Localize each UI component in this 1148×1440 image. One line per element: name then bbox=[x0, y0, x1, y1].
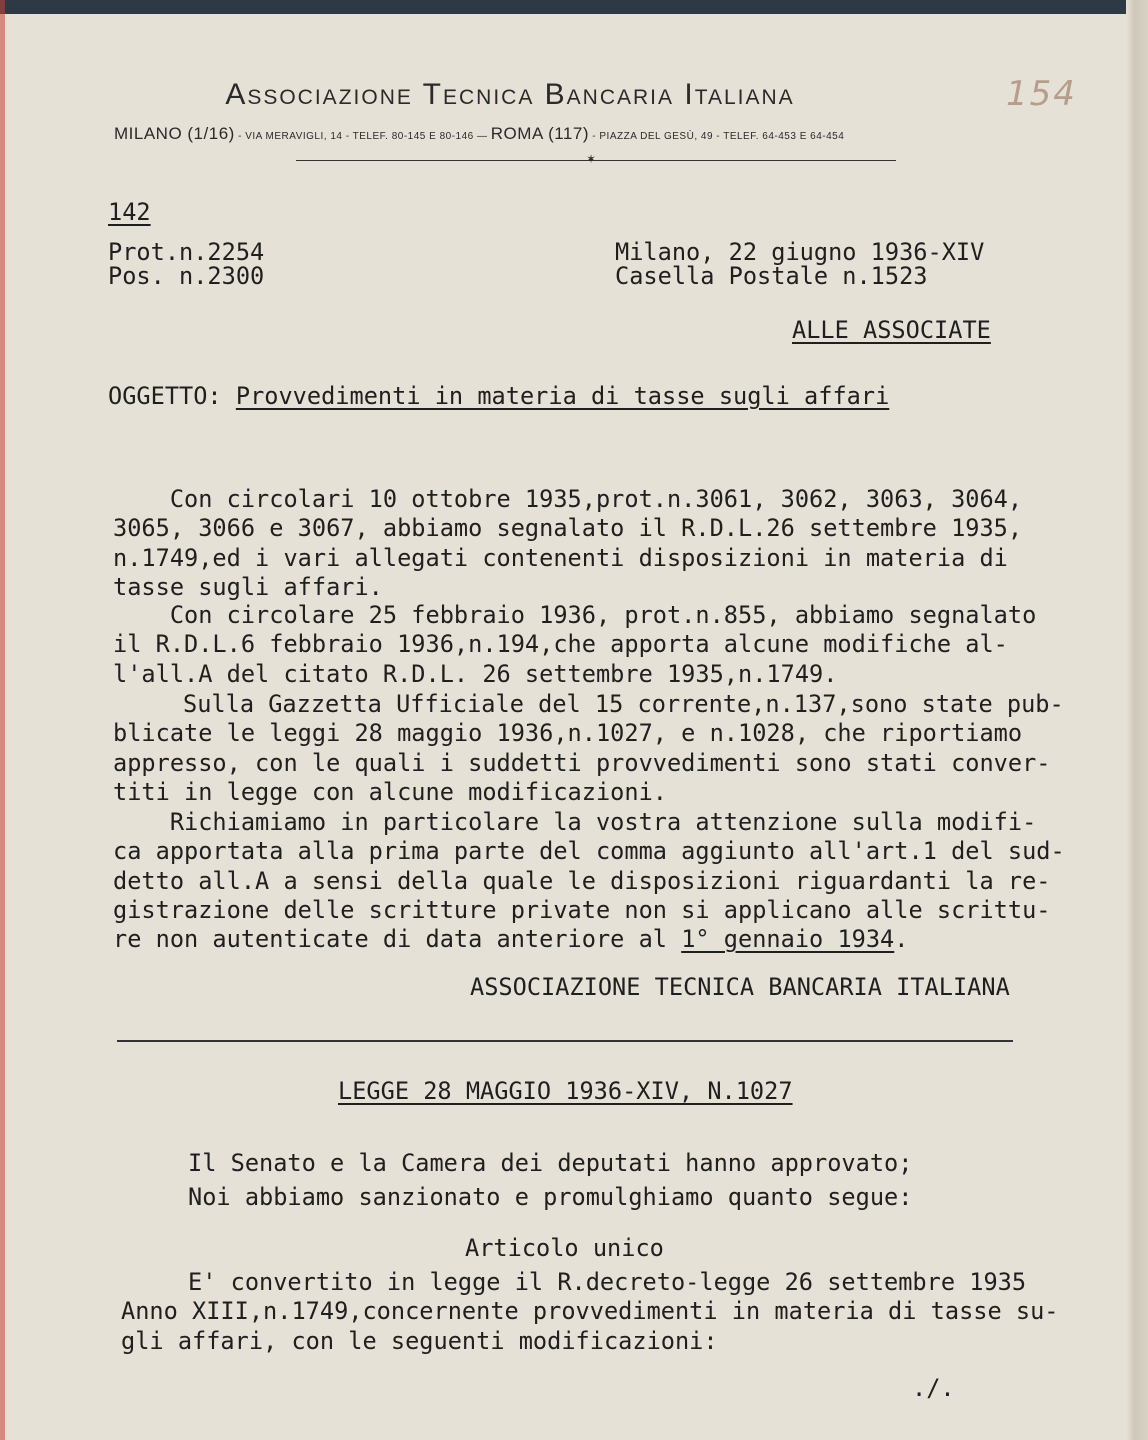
law-heading: LEGGE 28 MAGGIO 1936-XIV, N.1027 bbox=[338, 1077, 793, 1105]
text-line: 3065, 3066 e 3067, abbiamo segnalato il R.D.L.26 settembre 1935, bbox=[113, 514, 1023, 543]
signature: ASSOCIAZIONE TECNICA BANCARIA ITALIANA bbox=[470, 973, 1010, 1001]
text-line: titi in legge con alcune modificazioni. bbox=[113, 777, 667, 806]
text-line: Sulla Gazzetta Ufficiale del 15 corrente,n.137,sono state pub- bbox=[183, 690, 1064, 718]
scan-left-edge bbox=[0, 0, 5, 1440]
paragraph-3 bbox=[113, 690, 1064, 807]
circular-number: 142 bbox=[108, 198, 151, 226]
text-line: detto all.A a sensi della quale le disposizioni riguardanti la re- bbox=[113, 866, 1051, 895]
article-heading: Articolo unico bbox=[465, 1234, 664, 1262]
text-line: n.1749,ed i vari allegati contenenti disposizioni in materia di bbox=[113, 543, 1008, 572]
letterhead-city-roma: ROMA (117) bbox=[490, 124, 589, 143]
text-line-final bbox=[113, 925, 1065, 954]
text-segment: . bbox=[894, 925, 909, 954]
text-line: gistrazione delle scritture private non si applicano alle scrittu- bbox=[113, 895, 1051, 924]
handwritten-page-number: 154 bbox=[1006, 74, 1077, 114]
letterhead-title: Associazione Tecnica Bancaria Italiana bbox=[225, 78, 795, 111]
letterhead-address-roma: - PIAZZA DEL GESÙ, 49 - TELEF. 64-453 E 64-454 bbox=[592, 131, 845, 142]
scan-top-band bbox=[0, 0, 1148, 14]
paragraph-2 bbox=[113, 601, 1036, 689]
section-divider bbox=[117, 1040, 1013, 1042]
subject-label: OGGETTO: bbox=[108, 382, 222, 410]
protocol-number: Prot.n.2254 bbox=[108, 238, 265, 266]
text-line: Con circolari 10 ottobre 1935,prot.n.3061, 3062, 3063, 3064, bbox=[113, 485, 1023, 513]
letterhead-city-milano: MILANO (1/16) bbox=[114, 124, 235, 143]
text-line: Richiamiamo in particolare la vostra attenzione sulla modifi- bbox=[113, 808, 1037, 836]
continued-mark: ./. bbox=[912, 1374, 955, 1402]
text-line: gli affari, con le seguenti modificazioni: bbox=[121, 1326, 718, 1355]
letterhead-star-ornament: ✶ bbox=[586, 152, 597, 166]
postal-box: Casella Postale n.1523 bbox=[615, 262, 928, 290]
text-line: tasse sugli affari. bbox=[113, 572, 383, 601]
text-line: Con circolare 25 febbraio 1936, prot.n.855, abbiamo segnalato bbox=[113, 601, 1037, 629]
scan-right-edge bbox=[1126, 0, 1148, 1440]
letterhead-address bbox=[100, 124, 1034, 144]
text-line: Anno XIII,n.1749,concernente provvedimenti in materia di tasse su- bbox=[121, 1297, 1059, 1326]
text-line: ca apportata alla prima parte del comma aggiunto all'art.1 del sud- bbox=[113, 837, 1065, 866]
letter-date: Milano, 22 giugno 1936-XIV bbox=[615, 238, 985, 266]
recipient: ALLE ASSOCIATE bbox=[792, 316, 991, 344]
paragraph-4 bbox=[113, 808, 1065, 954]
text-line: il R.D.L.6 febbraio 1936,n.194,che apporta alcune modifiche al- bbox=[113, 630, 1008, 659]
subject-text: Provvedimenti in materia di tasse sugli affari bbox=[235, 382, 890, 410]
text-line: E' convertito in legge il R.decreto-legge 26 settembre 1935 bbox=[188, 1268, 1027, 1296]
position-number: Pos. n.2300 bbox=[108, 262, 265, 290]
subject-line bbox=[108, 382, 889, 411]
paragraph-1 bbox=[113, 485, 1022, 602]
text-line: blicate le leggi 28 maggio 1936,n.1027, e n.1028, che riportiamo bbox=[113, 719, 1023, 748]
text-line: appresso, con le quali i suddetti provvedimenti sono stati conver- bbox=[113, 748, 1051, 777]
text-line: l'all.A del citato R.D.L. 26 settembre 1935,n.1749. bbox=[113, 659, 838, 688]
law-line-2: Noi abbiamo sanzionato e promulghiamo quanto segue: bbox=[188, 1183, 913, 1211]
letterhead-address-milano: - VIA MERAVIGLI, 14 - TELEF. 80-145 E 80-146 — bbox=[238, 131, 488, 142]
law-line-1: Il Senato e la Camera dei deputati hanno approvato; bbox=[188, 1149, 913, 1177]
date-underlined: 1° gennaio 1934 bbox=[681, 925, 895, 954]
article-text bbox=[121, 1268, 1059, 1356]
text-segment: re non autenticate di data anteriore al bbox=[113, 925, 682, 954]
